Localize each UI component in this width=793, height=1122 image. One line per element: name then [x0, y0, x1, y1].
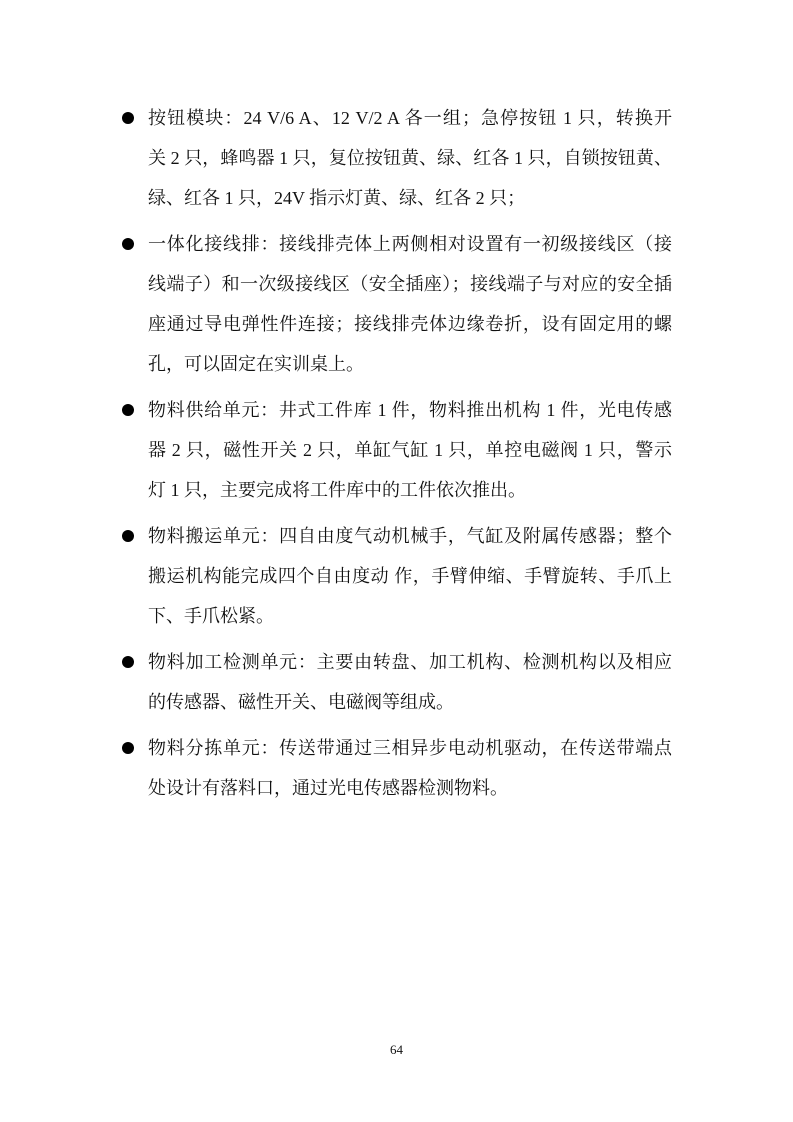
text-line: 搬运机构能完成四个自由度动 作，手臂伸缩、手臂旋转、手爪上	[148, 566, 672, 586]
bullet-icon	[122, 530, 134, 542]
bullet-item-button-module	[118, 98, 678, 218]
text-line: 物料搬运单元：四自由度气动机械手，气缸及附属传感器；整个	[148, 526, 672, 546]
text-line: 处设计有落料口，通过光电传感器检测物料。	[148, 778, 508, 798]
text-line: 关 2 只，蜂鸣器 1 只，复位按钮黄、绿、红各 1 只，自锁按钮黄、	[148, 148, 672, 168]
bullet-list	[118, 98, 678, 814]
text-line: 物料分拣单元：传送带通过三相异步电动机驱动，在传送带端点	[148, 738, 672, 758]
text-line: 孔，可以固定在实训桌上。	[148, 354, 364, 374]
bullet-icon	[122, 404, 134, 416]
bullet-item-terminal-block	[118, 224, 678, 384]
text-line: 按钮模块：24 V/6 A、12 V/2 A 各一组；急停按钮 1 只，转换开	[148, 108, 672, 128]
text-line: 物料供给单元：井式工件库 1 件，物料推出机构 1 件，光电传感	[148, 400, 672, 420]
text-line: 线端子）和一次级接线区（安全插座）；接线端子与对应的安全插	[148, 274, 672, 294]
bullet-item-material-handling	[118, 516, 678, 636]
text-line: 的传感器、磁性开关、电磁阀等组成。	[148, 692, 454, 712]
text-line: 器 2 只，磁性开关 2 只，单缸气缸 1 只，单控电磁阀 1 只，警示	[148, 440, 672, 460]
bullet-icon	[122, 742, 134, 754]
bullet-item-material-supply	[118, 390, 678, 510]
page-number: 64	[390, 1042, 403, 1057]
bullet-item-sorting	[118, 728, 678, 808]
text-line: 下、手爪松紧。	[148, 606, 274, 626]
bullet-icon	[122, 656, 134, 668]
text-line: 绿、红各 1 只，24V 指示灯黄、绿、红各 2 只；	[148, 188, 526, 208]
text-line: 物料加工检测单元：主要由转盘、加工机构、检测机构以及相应	[148, 652, 672, 672]
bullet-item-processing-inspection	[118, 642, 678, 722]
bullet-icon	[122, 238, 134, 250]
text-line: 一体化接线排：接线排壳体上两侧相对设置有一初级接线区（接	[148, 234, 672, 254]
text-line: 灯 1 只，主要完成将工件库中的工件依次推出。	[148, 480, 526, 500]
text-line: 座通过导电弹性件连接；接线排壳体边缘卷折，设有固定用的螺	[148, 314, 672, 334]
bullet-icon	[122, 112, 134, 124]
